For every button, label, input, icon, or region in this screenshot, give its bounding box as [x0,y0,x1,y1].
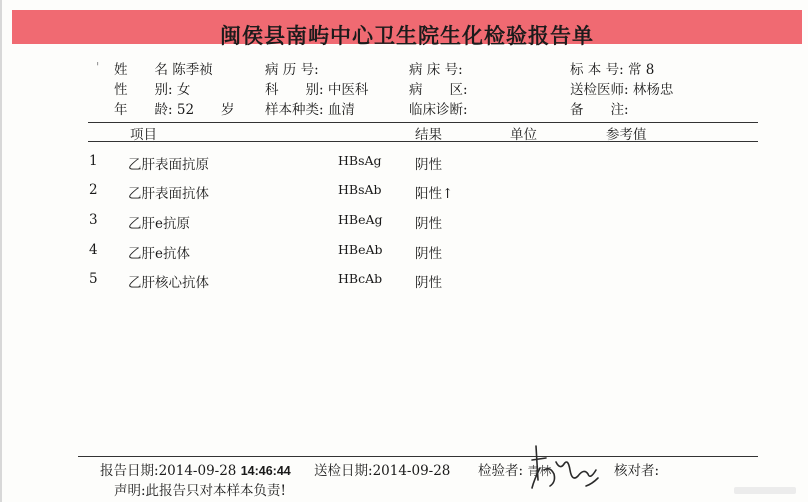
doctor-field [570,80,673,100]
row-number: 3 [89,212,98,228]
test-name: 乙肝表面抗体 [128,186,209,202]
send-date-label: 送检日期: [314,463,373,479]
send-date-value: 2014-09-28 [372,463,451,479]
table-row [0,212,808,232]
sample-type-field [265,100,355,120]
report-date-value: 2014-09-28 [158,463,237,479]
remark-label: 备 注: [570,102,629,118]
test-result: 阴性 [415,275,442,291]
checker-label: 检验者: [478,463,524,479]
sex-field [114,80,190,100]
record-number-field [265,60,319,80]
column-header-result: 结果 [415,127,442,143]
test-code: HBeAb [338,242,383,257]
test-result: 阴性 [415,216,442,232]
patient-name-field [114,60,213,80]
scan-watermark [734,487,796,494]
department-field [265,80,368,100]
report-time-value: 14:46:44 [240,464,291,478]
sample-type-value: 血清 [327,102,355,118]
test-name: 乙肝核心抗体 [128,275,209,291]
footer-rule [78,456,758,457]
verifier-field [614,459,659,479]
test-name: 乙肝e抗原 [128,216,190,232]
row-number: 1 [89,153,98,169]
row-number: 4 [89,242,98,258]
column-header-item: 项目 [130,127,157,143]
handwritten-signature [526,440,606,495]
bed-number-label: 病 床 号: [409,62,463,78]
department-label: 科 别: [265,82,324,98]
report-date-field [100,459,291,479]
remark-field [570,100,629,120]
record-number-label: 病 历 号: [265,62,319,78]
test-name: 乙肝表面抗原 [128,157,209,173]
age-label: 年 龄: [114,102,173,118]
margin-mark: ' [96,60,100,74]
age-value: 52 岁 [176,102,235,118]
verifier-label: 核对者: [614,463,660,479]
patient-name-label: 姓 名 [114,62,168,78]
test-code: HBsAb [338,182,382,197]
statement: 声明:此报告只对本样本负责! [114,483,286,499]
test-result: 阴性 [415,157,442,173]
table-header-rule [88,141,758,142]
test-name: 乙肝e抗体 [128,246,190,262]
sample-number-value: 常 8 [627,62,655,78]
doctor-value: 林杨忠 [632,82,674,98]
patient-name-value: 陈季祯 [172,62,213,78]
report-date-label: 报告日期: [100,463,159,479]
table-row [0,242,808,262]
diagnosis-field [409,100,468,120]
test-code: HBsAg [338,153,382,168]
age-field [114,100,235,120]
table-row [0,153,808,173]
checker-value: 青林 [527,464,552,478]
department-value: 中医科 [327,82,369,98]
report-title: 闽侯县南屿中心卫生院生化检验报告单 [220,23,594,48]
table-row [0,271,808,291]
row-number: 2 [89,182,98,198]
column-header-reference: 参考值 [606,127,647,143]
test-code: HBcAb [338,271,383,286]
diagnosis-label: 临床诊断: [409,102,468,118]
sex-label: 性 别: [114,82,173,98]
doctor-label: 送检医师: [570,82,629,98]
ward-label: 病 区: [409,82,468,98]
test-result: 阳性↑ [415,186,454,202]
send-date-field [314,459,450,479]
row-number: 5 [89,271,98,287]
sample-number-label: 标 本 号: [570,62,624,78]
table-row [0,182,808,202]
sample-number-field [570,60,654,80]
test-code: HBeAg [338,212,383,227]
column-header-unit: 单位 [510,127,537,143]
bed-number-field [409,60,463,80]
sample-type-label: 样本种类: [265,102,324,118]
ward-field [409,80,468,100]
sex-value: 女 [176,82,191,98]
test-result: 阴性 [415,246,442,262]
